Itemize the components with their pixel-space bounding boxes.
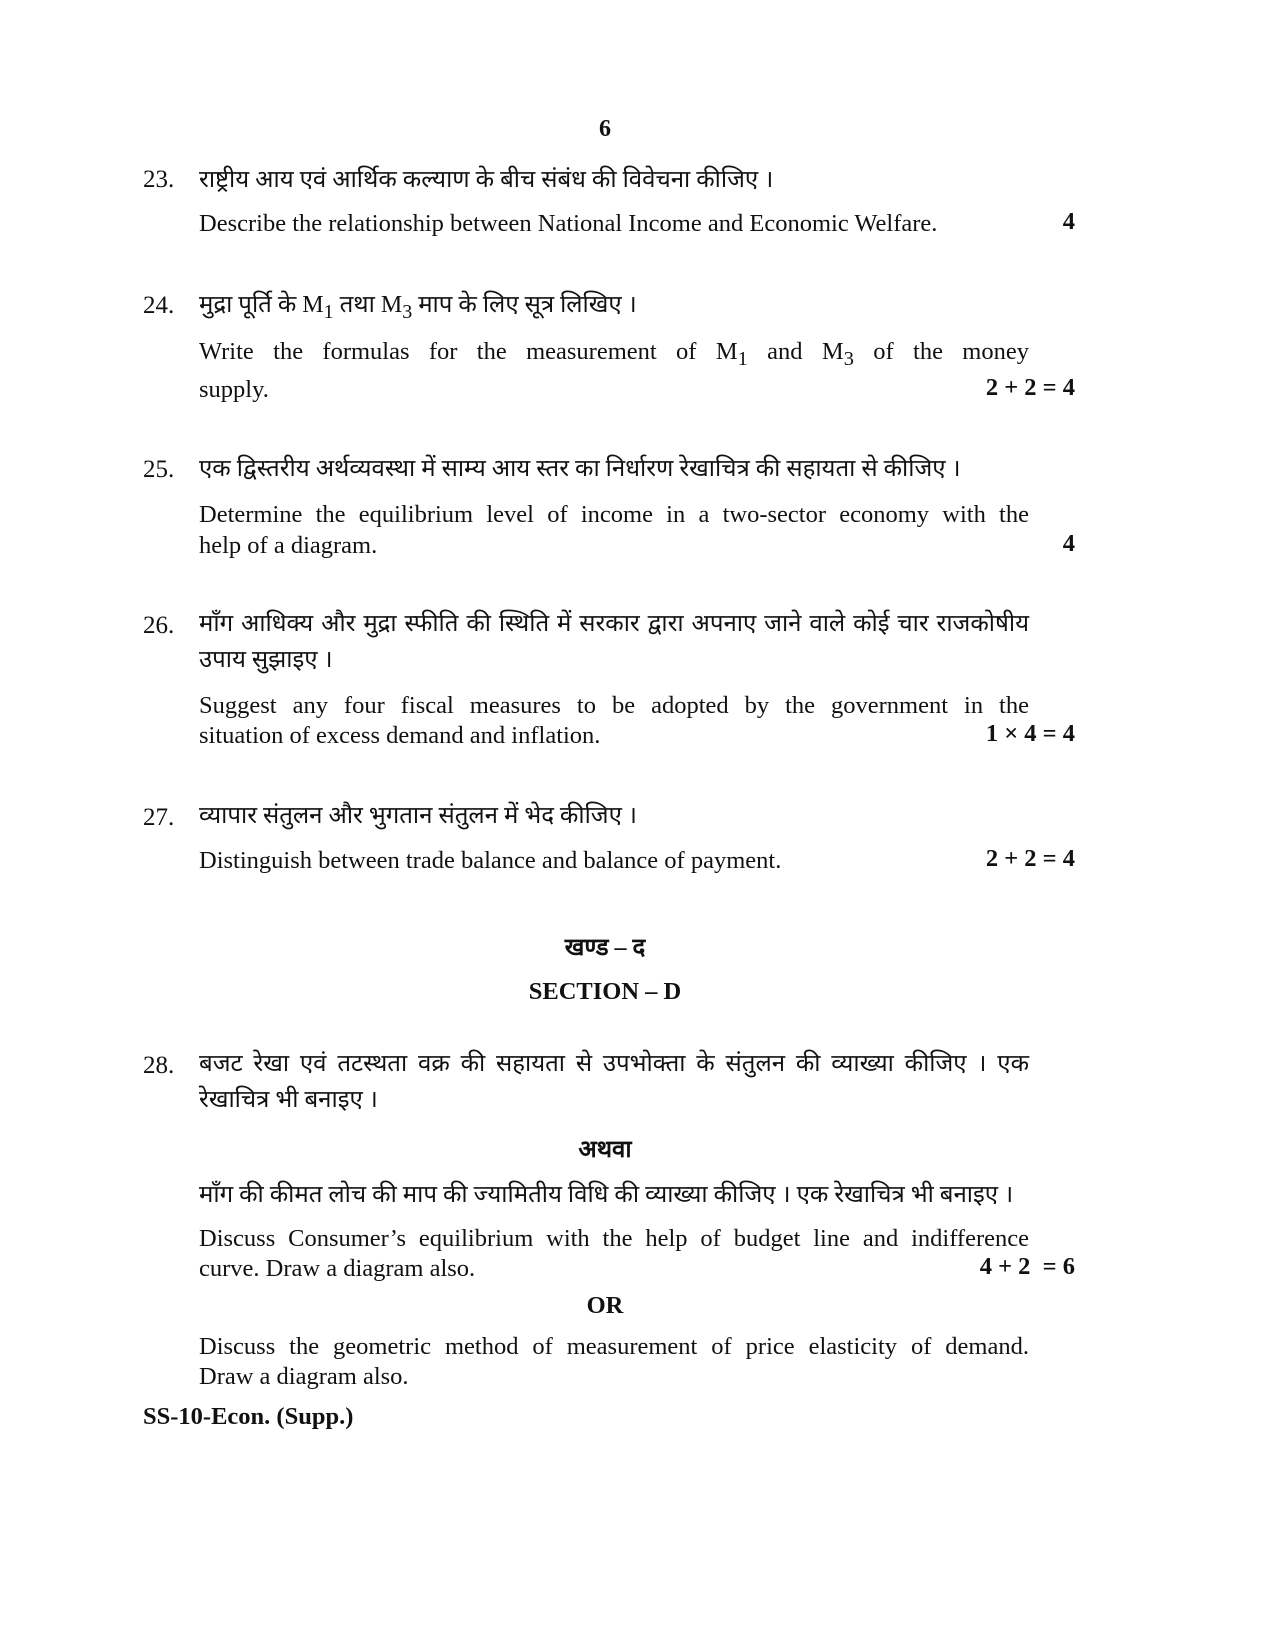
or-hindi: अथवा: [578, 1137, 632, 1163]
question-text-english-line: situation of excess demand and inflation.: [199, 722, 601, 749]
marks: 1 × 4 = 4: [985, 720, 1075, 747]
question-text-english-line: help of a diagram.: [199, 532, 378, 559]
marks: 4: [1062, 208, 1075, 235]
section-heading: SECTION – D: [528, 978, 682, 1005]
question-number: 23.: [143, 166, 175, 193]
question-text-english-line: Discuss Consumer’s equilibrium with the help of budget line and indifference: [199, 1225, 1029, 1252]
question-text-english: Distinguish between trade balance and balance of payment.: [199, 847, 782, 874]
question-number: 26.: [143, 612, 175, 639]
question-text-hindi: माँग आधिक्य और मुद्रा स्फीति की स्थिति में सरकार द्वारा अपनाए जाने वाले कोई चार राजकोषीय उपाय सुझाइए ।: [199, 611, 1029, 673]
section-heading-hindi: खण्ड – द: [564, 935, 646, 961]
question-text-english-line: Suggest any four fiscal measures to be adopted by the government in the: [199, 692, 1029, 719]
question-text-hindi: राष्ट्रीय आय एवं आर्थिक कल्याण के बीच संबंध की विवेचना कीजिए ।: [199, 167, 774, 193]
question-number: 24.: [143, 292, 175, 319]
marks: 2 + 2 = 4: [985, 845, 1075, 872]
question-number: 28.: [143, 1052, 175, 1079]
question-alt-text-english-line: Discuss the geometric method of measurement of price elasticity of demand.: [199, 1333, 1029, 1360]
question-text-english-line: Write the formulas for the measurement of $M_1$ and $M_3$ of the money: [199, 338, 1029, 370]
or-english: OR: [586, 1292, 624, 1319]
question-text-hindi: मुद्रा पूर्ति के $M_1$ तथा $M_3$ माप के लिए सूत्र लिखिए ।: [199, 292, 637, 323]
question-number: 25.: [143, 456, 175, 483]
question-text-hindi: एक द्विस्तरीय अर्थव्यवस्था में साम्य आय स्तर का निर्धारण रेखाचित्र की सहायता से कीजिए ।: [199, 456, 961, 482]
question-text-hindi: बजट रेखा एवं तटस्थता वक्र की सहायता से उपभोक्ता के संतुलन की व्याख्या कीजिए । एक रेखाचित्र भी बनाइए ।: [199, 1051, 1029, 1113]
question-text-english-line: supply.: [199, 376, 269, 403]
question-text-english-line: Determine the equilibrium level of income in a two-sector economy with the: [199, 501, 1029, 528]
marks: 4: [1062, 530, 1075, 557]
question-alt-text-english-line: Draw a diagram also.: [199, 1363, 409, 1390]
marks: 4 + 2 = 6: [979, 1253, 1075, 1280]
question-number: 27.: [143, 804, 175, 831]
question-alt-text-hindi: माँग की कीमत लोच की माप की ज्यामितीय विधि की व्याख्या कीजिए । एक रेखाचित्र भी बनाइए ।: [199, 1182, 1014, 1208]
page-number: 6: [599, 116, 611, 142]
marks: 2 + 2 = 4: [985, 374, 1075, 401]
question-text-english-line: curve. Draw a diagram also.: [199, 1255, 476, 1282]
question-text-english: Describe the relationship between National Income and Economic Welfare.: [199, 210, 938, 237]
question-text-hindi: व्यापार संतुलन और भुगतान संतुलन में भेद कीजिए ।: [199, 803, 637, 829]
paper-code-footer: SS-10-Econ. (Supp.): [143, 1403, 354, 1430]
